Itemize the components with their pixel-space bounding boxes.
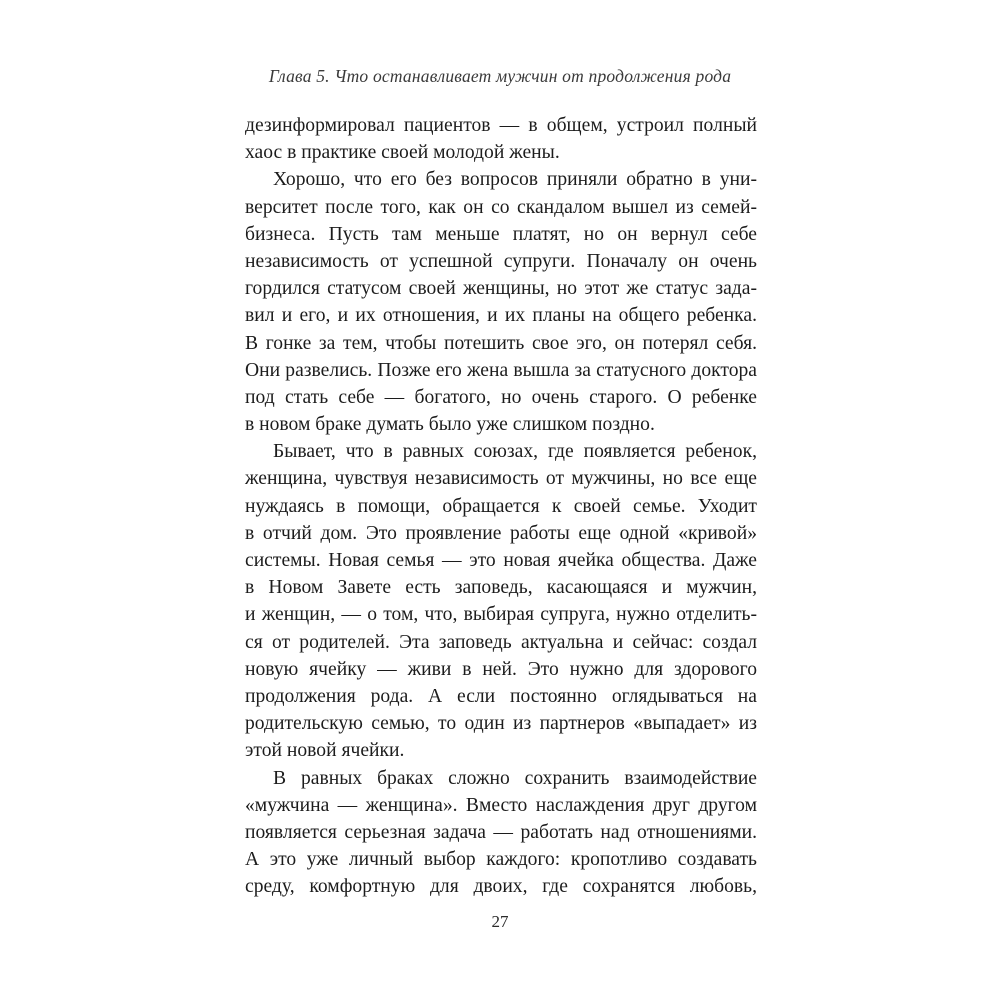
text-line: вил и его, и их отношения, и их планы на общего ребенка. [245,305,757,327]
text-line: нуждаясь в помощи, обращается к своей семье. Уходит [245,495,757,517]
text-line: дезинформировал пациентов — в общем, устроил полный [245,115,757,136]
text-line: продолжения рода. А если постоянно оглядываться на [245,685,757,707]
page-number: 27 [491,912,509,931]
text-line: системы. Новая семья — это новая ячейка общества. Даже [245,550,757,571]
text-line: этой новой ячейки. [245,740,405,762]
text-line: среду, комфортную для двоих, где сохранятся любовь, [245,876,757,898]
text-line: в Новом Завете есть заповедь, касающаяся и мужчин, [245,577,757,599]
text-line: появляется серьезная задача — работать над отношениями. [245,821,757,843]
text-line: верситет после того, как он со скандалом вышел из семей- [245,196,757,218]
text-line: в отчий дом. Это проявление работы еще одной «кривой» [245,522,757,544]
text-line: в новом браке думать было уже слишком поздно. [245,414,655,436]
text-line: и женщин, — о том, что, выбирая супруга, нужно отделить- [245,604,757,626]
text-line: В гонке за тем, чтобы потешить свое эго, он потерял себя. [245,332,757,354]
text-line: хаос в практике своей молодой жены. [245,142,560,164]
text-line: Бывает, что в равных союзах, где появляется ребенок, [273,441,757,463]
running-head: Глава 5. Что останавливает мужчин от продолжения рода [268,66,732,86]
text-line: родительскую семью, то один из партнеров «выпадает» из [245,713,757,735]
text-line: под стать себе — богатого, но очень старого. О ребенке [245,386,757,408]
text-line: Хорошо, что его без вопросов приняли обратно в уни- [273,169,757,191]
text-line: женщина, чувствуя независимость от мужчины, но все еще [245,468,757,490]
text-line: гордился статусом своей женщины, но этот же статус зада- [245,278,757,300]
text-line: «мужчина — женщина». Вместо наслаждения друг другом [245,794,757,816]
text-line: новую ячейку — живи в ней. Это нужно для здорового [245,658,757,680]
body-text [245,112,757,900]
text-line: Они развелись. Позже его жена вышла за статусного доктора [245,359,757,381]
text-line: независимость от успешной супруги. Поначалу он очень [245,250,757,272]
text-line: ся от родителей. Эта заповедь актуальна и сейчас: создал [245,631,757,653]
text-line: А это уже личный выбор каждого: кропотливо создавать [245,849,757,871]
text-line: В равных браках сложно сохранить взаимодействие [273,767,757,789]
text-line: бизнеса. Пусть там меньше платят, но он вернул себе [245,223,757,245]
